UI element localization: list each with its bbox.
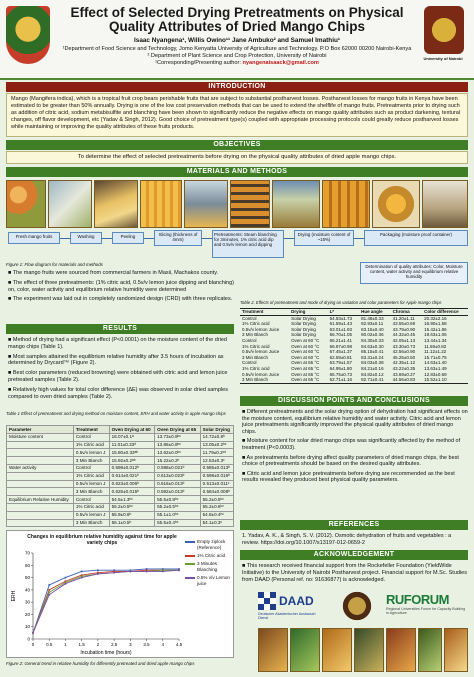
table2-header: Drying: [289, 309, 327, 316]
results-heading: RESULTS: [6, 324, 234, 334]
flow-arrow: [354, 238, 364, 239]
photo-strip-6: [418, 628, 442, 672]
table1-cell: 55.2±0.5ᵇᶜ: [200, 496, 233, 504]
table1-cell: 0.598±0.021ᵇ: [155, 464, 201, 472]
table1-cell: 18.07±0.1ᵃ: [109, 433, 155, 441]
x-tick-label: 1: [64, 642, 67, 647]
title-line-1: Effect of Selected Drying Pretreatments on Physical: [70, 5, 404, 20]
table2-cell: 15.42±1.86: [424, 326, 447, 332]
table1-cell: 0.5v/v lemon J: [73, 449, 109, 457]
table1-cell: 13.62±0.0ᵇᶜ: [155, 449, 201, 457]
table2-cell: Oven at 60 °C: [291, 343, 320, 349]
legend-label: Empty ziplock (Reference): [197, 539, 226, 550]
y-tick-label: 20: [24, 611, 30, 617]
photo-solar-dryer: [272, 180, 320, 228]
ruforum-wordmark: RUFORUM: [386, 592, 449, 607]
reference-item: 1. Yadav, A. K., & Singh, S. V. (2012). Osmotic dehydration of fruits and vegetables : a review. https://doi.org/10.1007/s13197-012-0659-2: [242, 533, 452, 546]
photo-strip-7: [444, 628, 468, 672]
y-tick-label: 0: [27, 636, 30, 642]
table2-cell: 84.63±0.30: [361, 343, 384, 349]
table2-cell: 61.59±1.43: [329, 321, 353, 327]
table1-cell: 55.1±1.0ᵇᶜ: [155, 511, 201, 519]
flow-arrow: [202, 238, 212, 239]
legend-swatch: [185, 563, 195, 565]
table2-cell: 41.20±1.11: [392, 315, 415, 321]
table2-header: Treatment: [240, 309, 289, 316]
series-point-3: [146, 570, 148, 572]
table2-cell: 15.71±0.75: [424, 354, 447, 360]
results-bullets: [8, 337, 234, 403]
series-point-3: [97, 573, 99, 575]
chart-legend: [185, 539, 233, 589]
methods-bullets: [8, 270, 234, 306]
table1-cell: 0.584±0.008ᵇ: [200, 488, 233, 496]
table1-cell: 15.22±0.2ᵇ: [155, 457, 201, 465]
table1-cell: [7, 441, 74, 449]
legend-swatch: [185, 555, 195, 557]
legend-entry: [185, 553, 233, 559]
table2-cell: 44.32±0.45: [392, 332, 416, 338]
table2-cell: 63.79±1.57: [329, 360, 353, 366]
table2-header: Chroma: [391, 309, 423, 316]
table2-cell: Oven at 65 °C: [291, 360, 320, 366]
y-axis-label: ERH: [11, 590, 17, 602]
discussion-heading: DISCUSSION POINTS AND CONCLUSIONS: [240, 396, 468, 406]
table2-cell: Oven at 60 °C: [291, 349, 320, 355]
table1-cell: 0.626±0.015ᵇ: [109, 488, 155, 496]
x-axis-label: Incubation time (hours): [80, 650, 132, 656]
x-tick-label: 2: [96, 642, 100, 647]
table1-row: [7, 433, 234, 441]
table2-cell: 0.5v/v lemon Juice: [242, 371, 280, 377]
table2-cell: 84.30±0.33: [361, 337, 384, 343]
table1-cell: 0.614±0.021ᵇ: [109, 472, 155, 480]
table1-cell: 0.623±0.006ᵇ: [109, 480, 155, 488]
table2-cell: 84.82±0.12: [361, 371, 384, 377]
table1-cell: 0.613±0.023ᵇ: [155, 472, 201, 480]
legend-entry: [185, 561, 233, 573]
table1-cell: Equilibrium Relative Humidity: [7, 496, 74, 504]
photo-dried-chips: [322, 180, 370, 228]
table1-cell: 11.79±0.2ᶜᵈ: [200, 449, 233, 457]
corresponding-label: ¹Corresponding/Presenting author:: [155, 60, 243, 66]
acknowledgement-heading: ACKNOWLEDGEMENT: [240, 550, 468, 560]
table2-cell: 65.75±0.73: [329, 371, 353, 377]
legend-label: 0.5% v/v Lemon juice: [197, 575, 230, 586]
table2-cell: 84.03±0.38: [361, 360, 384, 366]
table2-cell: 83.31±0.24: [361, 354, 384, 360]
table2-cell: 1% Citric acid: [242, 365, 270, 371]
table1-cell: 0.598±0.016ᵇ: [200, 472, 233, 480]
table2-cell: 3 Min Blanch: [242, 354, 269, 360]
jkuat-logo: [6, 6, 50, 64]
table2-cell: Solar Drying: [291, 332, 316, 338]
photo-strip-1: [258, 628, 288, 672]
table1-cell: 1% Citric acid: [73, 472, 109, 480]
table2-cell: 43.30±0.73: [392, 343, 416, 349]
table2-cell: Solar Drying: [291, 315, 316, 321]
flow-step-fresh-mango: Fresh mango fruits: [8, 232, 60, 244]
table1-cell: [7, 519, 74, 527]
y-tick-label: 60: [24, 562, 30, 568]
table2-row: [240, 377, 468, 383]
table2-cell: 1% Citric acid: [242, 343, 270, 349]
flow-step-packaging: Packaging (moisture proof container): [364, 230, 468, 246]
series-line-1: [33, 570, 179, 633]
table1-cell: 55.5±0.4ᵇᶜ: [155, 519, 201, 527]
photo-peeling: [94, 180, 138, 228]
table2-cell: 80.02±0.36: [361, 332, 384, 338]
table2-cell: 13.63±1.49: [424, 365, 447, 371]
methods-bullet: ■ The mango fruits were sourced from commercial farmers in Masii, Machakos county.: [8, 270, 219, 276]
table2-cell: Oven at 65 °C: [291, 371, 320, 377]
table1-cell: 54.5±1.3ᵇᶜ: [109, 496, 155, 504]
flow-arrow: [284, 238, 294, 239]
table2-cell: Oven at 60 °C: [291, 354, 320, 360]
table2-cell: 3 Min Blanch: [240, 377, 289, 383]
table2-cell: 82.93±0.11: [361, 321, 384, 327]
table2-cell: 43.79±0.90: [392, 326, 416, 332]
table2-header-row: [240, 309, 468, 316]
chart-title: Changes in equilibrium relative humidity against time for apple variety chips: [27, 534, 177, 546]
table1-cell: 0.513±0.011ᶜ: [200, 480, 233, 488]
table1-cell: 3 Min Blanch: [73, 457, 109, 465]
flow-step-slicing: Slicing (thickness of 4mm): [154, 230, 202, 246]
table2-cell: Control: [242, 337, 257, 343]
university-of-nairobi-logo: [424, 6, 464, 54]
table2-cell: 43.55±0.69: [392, 321, 416, 327]
table1-cell: 0.598±0.012ᵇ: [109, 464, 155, 472]
table1-cell: 0.5v/v lemon J: [73, 511, 109, 519]
methods-bullet: ■ The effect of three pretreatments: (1% citric acid, 0.5v/v lemon juice dipping and blanching) on, color, water activity and equilibrium relative humidity were determined: [8, 279, 235, 293]
table1-header: Oven Drying at 65: [155, 426, 201, 434]
table2-cell: 13.44±1.34: [424, 337, 447, 343]
series-point-1: [48, 589, 50, 591]
results-bullet: ■ Relatively high values for total color difference (ΔE) was observed in solar dried samples compared to oven dried samples (Table 2).: [8, 386, 228, 400]
table1-cell: 15.80±0.33ᵃᵇ: [109, 449, 155, 457]
table1-cell: Control: [73, 433, 109, 441]
table1-row: [7, 464, 234, 472]
series-point-3: [64, 583, 66, 585]
table2-cell: 82.71±0.41: [359, 377, 391, 383]
legend-label: 1% Citric acid: [197, 553, 226, 558]
series-point-3: [32, 632, 34, 634]
table2: [240, 308, 468, 384]
table2-cell: 62.71±1.16: [328, 377, 360, 383]
table2-cell: 63.01±1.93: [329, 326, 353, 332]
table2-cell: 43.22±0.35: [392, 365, 416, 371]
table2-cell: 11.12±1.22: [424, 349, 447, 355]
table2-cell: 54.93±1.73: [329, 315, 353, 321]
x-tick-label: 2.5: [110, 642, 118, 647]
legend-label: 3 Minutes Blanching: [197, 561, 218, 572]
series-point-0: [81, 570, 83, 572]
table2-cell: 12.83±0.69: [424, 371, 447, 377]
photo-lab-analysis: [422, 180, 468, 228]
table1: [6, 425, 234, 527]
table1-cell: 13.05±0.2ᵇᶜ: [200, 441, 233, 449]
table1-cell: Water activity: [7, 464, 74, 472]
table2-cell: 43.69±0.27: [392, 371, 416, 377]
flow-arrow: [102, 238, 112, 239]
series-point-3: [129, 570, 131, 572]
table2-cell: 62.59±0.81: [329, 354, 353, 360]
flow-determination: Determination of quality attributes: Color, Moisture content, water activity and equilibrium relative humidity: [360, 262, 468, 284]
discussion-bullet: ■ Citric acid and lemon juice pretreatments before drying are recommended as the best results revealed they produced best physical quality parameters.: [242, 470, 455, 484]
table1-cell: 0.585±0.013ᵇ: [200, 464, 233, 472]
table1-cell: Moisture content: [7, 433, 74, 441]
table2-cell: 64.95±1.80: [329, 365, 353, 371]
table1-cell: 55.2±0.6ᵇᶜ: [200, 503, 233, 511]
daad-wordmark: DAAD: [279, 594, 314, 608]
results-bullet: ■ Best color parameters (reduced browning) were obtained with citric acid and lemon juice pretreated samples (Table 2).: [8, 370, 228, 383]
table2-cell: Solar Drying: [291, 326, 316, 332]
table1-cell: 1% Citric acid: [73, 503, 109, 511]
figure1-caption: Figure 1: Flow diagram for materials and methods: [6, 262, 103, 267]
table2-cell: Oven at 60 °C: [291, 337, 320, 343]
daad-subtitle: Deutscher Akademischer Austausch Dienst: [258, 612, 316, 620]
discussion-bullet: ■ Different pretreatments and the solar drying option of dehydration had significant effects on the moisture content, equilibrium relative humidity and water activity. Citric acid and lemon juice pretreatments significantly improved the physical quality attributes of dried mango chips.: [242, 409, 468, 435]
affiliations: [58, 46, 416, 67]
table2-cell: Control: [242, 360, 257, 366]
table2-cell: 66.97±0.98: [329, 343, 353, 349]
photo-packaged-chips: [372, 180, 420, 228]
table1-cell: 3 Min Blanch: [73, 519, 109, 527]
table2-cell: 85.15±0.41: [361, 349, 384, 355]
table1-row: [7, 488, 234, 496]
table1-cell: 0.592±0.013ᵇ: [155, 488, 201, 496]
table1-caption: Table 1 Effect of pretreatment and drying method on moisture content, ERH and water activity in apple mango chips: [6, 411, 226, 416]
poster-title: [58, 6, 416, 34]
table1-cell: 11.01±0.33ᵈ: [109, 441, 155, 449]
table1-cell: 3 Min Blanch: [73, 488, 109, 496]
x-tick-label: 3.5: [143, 642, 150, 647]
table2-cell: Oven at 65 °C: [291, 365, 320, 371]
authors: Isaac Nyangena¹, Willis Owino¹¹ Jane Ambuko² and Samuel Imathiu¹: [133, 37, 341, 44]
y-tick-label: 40: [24, 587, 30, 593]
table2-cell: 42.35±1.12: [392, 360, 416, 366]
series-point-3: [178, 569, 180, 571]
table1-row: [7, 503, 234, 511]
series-point-0: [97, 569, 99, 571]
photo-strip-2: [290, 628, 320, 672]
table2-caption: Table 2. Effects of pretreatment and mode of drying on variation and color parameters for Apple mango chips: [240, 300, 442, 305]
flow-step-pretreatments: Pretreatments: Steam blanching for 3minutes, 1% citric acid dip and 0.5v/v lemon acid dipping: [212, 230, 284, 258]
table1-cell: 0.5v/v lemon J: [73, 480, 109, 488]
x-tick-label: 0.5: [46, 642, 53, 647]
photo-oven-drying: [230, 180, 270, 228]
table1-cell: 55.2±0.5ᵇᶜ: [109, 503, 155, 511]
affiliation-1: ¹Department of Food Science and Technology, Jomo Kenyatta University of Agriculture and Technology. P.O Box 62000 00200 Nairobi-Kenya: [62, 46, 412, 52]
legend-swatch: [185, 541, 195, 543]
author-email[interactable]: nyangenaisaack@gmail.com: [242, 60, 319, 66]
table1-cell: [7, 480, 74, 488]
series-point-0: [48, 584, 50, 586]
flow-step-washing: Washing: [70, 232, 102, 244]
x-tick-label: 3: [129, 642, 132, 647]
photo-fresh-mangoes: [6, 180, 46, 228]
flow-step-drying: Drying (moisture content of ~15%): [294, 230, 354, 246]
table1-cell: Control: [73, 496, 109, 504]
flow-step-peeling: Peeling: [112, 232, 144, 244]
photo-strip-4: [354, 628, 384, 672]
table2-cell: Oven at 65 °C: [289, 377, 327, 383]
table2-cell: 84.21±0.16: [361, 365, 384, 371]
table1-cell: Control: [73, 464, 109, 472]
acknowledgement-text: ■ This research received financial support from the Rockefeller Foundation (YieldWide Initiative) to the University of Nairobi Postharvest project. Financial support for M.Sc. Studies from DAAD (Personal ref. no: 91636877) is acknowledged.: [242, 563, 467, 583]
ruforum-subtitle: Regional Universities Forum for Capacity Building in Agriculture: [386, 607, 466, 615]
table1-row: [7, 441, 234, 449]
discussion-bullets: [242, 409, 468, 487]
legend-swatch: [185, 577, 195, 579]
daad-mark-icon: [258, 592, 276, 610]
table2-cell: 0.5v/v lemon Juice: [242, 349, 280, 355]
x-tick-label: 4.5: [175, 642, 183, 647]
references-heading: REFERENCES: [240, 520, 468, 530]
introduction-text: Mango (Mangifera indica), which is a tropical fruit crop bears perishable fruits that are subject to substantial postharvest losses. Postharvest losses for mango fruits in Kenya have been estimated to be greater than 50% annually. Drying is one of the low cost preservation methods that can be used to extend the shelflife of mango fruits. Pretreatments prior to drying such as addition of citric acid, sodium metabisulfite and blanching have been shown to significantly reduce the negative effects on mango quality attributes such as product darkening, textural changes, off flavor development, etc (Yadav & Singh, 2012). Good choice of pretreatment type(s) coupled with appropriate processing protocols could greatly reduce postharvest losses while maintaining or improving the quality attributes of these fruits products.: [6, 93, 468, 137]
y-tick-label: 50: [24, 575, 30, 581]
table2-cell: 16.90±1.58: [424, 321, 447, 327]
series-line-2: [33, 570, 179, 633]
table1-cell: [7, 503, 74, 511]
table1-row: [7, 472, 234, 480]
discussion-bullet: ■ As pretreatments before drying affect quality parameters of dried mango chips, the best choice of pretreatments should be based on the desired quality attributes.: [242, 454, 459, 468]
photo-strip-5: [386, 628, 416, 672]
table1-cell: [7, 457, 74, 465]
table1-cell: 54.8±0.4ᵇᶜ: [200, 511, 233, 519]
table2-header: Hue angle: [359, 309, 391, 316]
materials-heading: MATERIALS AND METHODS: [6, 167, 468, 177]
discussion-bullet: ■ Moisture content for solar dried mango chips was significantly affected by the method of treatment (P<0.0003).: [242, 438, 461, 451]
table1-row: [7, 496, 234, 504]
table1-cell: 12.53±0.3ᶜ: [200, 457, 233, 465]
table1-row: [7, 519, 234, 527]
legend-entry: [185, 539, 233, 551]
affiliation-2: ² Department of Plant Science and Crop Protection, University of Nairobi: [147, 53, 327, 59]
table2-cell: 0.5v/v lemon Juice: [242, 326, 280, 332]
table2-cell: 56.70±1.05: [329, 332, 353, 338]
table2-header: L*: [328, 309, 360, 316]
table1-cell: 15.92±0.2ᵃᵇ: [109, 457, 155, 465]
table2-cell: 81.48±0.33: [361, 315, 384, 321]
photo-strip-3: [322, 628, 352, 672]
table1-cell: [7, 488, 74, 496]
table1-cell: [7, 449, 74, 457]
series-point-3: [113, 572, 115, 574]
figure2-caption: Figure 2: General trend in relative humidity for differently pretreated and dried apple mango chips: [6, 661, 195, 666]
series-point-3: [162, 570, 164, 572]
introduction-heading: INTRODUCTION: [6, 82, 468, 92]
table1-header: Oven Drying at 60: [109, 426, 155, 434]
y-tick-label: 30: [24, 599, 30, 605]
x-tick-label: 0: [31, 642, 35, 647]
y-tick-label: 70: [24, 550, 30, 556]
table1-header-row: [7, 426, 234, 434]
table2-cell: 83.15±0.40: [361, 326, 384, 332]
table2-cell: 1% Citric acid: [242, 321, 270, 327]
results-bullet: ■ Most samples attained the equilibrium relative humidity after 3.5 hours of incubation as determined by Drycard™ (Figure 2).: [8, 353, 224, 367]
series-point-3: [81, 577, 83, 579]
table2-cell: 42.56±0.90: [392, 349, 416, 355]
objectives-text: To determine the effect of selected pretreatments before drying on the physical quality attributes of dried apple mango chips.: [6, 151, 468, 164]
table1-cell: 56.1±0.5ᵇ: [109, 519, 155, 527]
right-logo-caption: University of Nairobi: [423, 56, 463, 61]
x-tick-label: 1.5: [78, 642, 85, 647]
table1-cell: [7, 511, 74, 519]
table2-cell: 42.05±1.13: [392, 337, 416, 343]
flow-arrow: [60, 238, 70, 239]
x-tick-label: 4: [161, 642, 165, 647]
partner-emblem-logo: [334, 588, 380, 624]
table1-cell: 55.2±0.5ᵇᶜ: [155, 503, 201, 511]
table2-cell: 11.69±0.82: [424, 343, 447, 349]
series-line-0: [33, 569, 179, 633]
table1-cell: [7, 472, 74, 480]
table1-cell: 55.5±0.8ᵇᶜ: [155, 496, 201, 504]
table1-row: [7, 511, 234, 519]
table2-cell: 3 Min Blanch: [242, 332, 269, 338]
legend-entry: [185, 575, 233, 587]
ruforum-logo: [386, 592, 468, 626]
corresponding-author: [58, 60, 416, 67]
table1-cell: 1% Citric acid: [73, 441, 109, 449]
series-point-0: [64, 577, 66, 579]
table1-cell: 54.1±0.3ᶜ: [200, 519, 233, 527]
photo-slicing: [140, 180, 182, 228]
results-bullet: ■ Method of drying had a significant effect (P<0.0001) on the moisture content of the dried mango chips (Table 1).: [8, 337, 227, 350]
table2-cell: 19.63±1.06: [424, 332, 447, 338]
table2-cell: 20.32±2.16: [424, 315, 447, 321]
table1-row: [7, 480, 234, 488]
table1-header: Solar Drying: [200, 426, 233, 434]
table1-header: Parameter: [7, 426, 74, 434]
table1-cell: 55.9±0.6ᵇ: [109, 511, 155, 519]
table1-row: [7, 449, 234, 457]
table2-cell: 65.21±1.41: [329, 337, 353, 343]
table1-row: [7, 457, 234, 465]
y-tick-label: 10: [24, 624, 30, 630]
table1-cell: 14.72±0.8ᵇ: [200, 433, 233, 441]
title-line-2: Quality Attributes of Dried Mango Chips: [108, 19, 365, 34]
table1-header: Treatment: [73, 426, 109, 434]
table2-cell: Solar Drying: [291, 321, 316, 327]
table1-cell: 0.616±0.013ᵇ: [155, 480, 201, 488]
table1-cell: 13.86±0.8ᵇᶜ: [155, 441, 201, 449]
series-point-2: [48, 591, 50, 593]
table2-cell: Control: [242, 315, 257, 321]
objectives-heading: OBJECTIVES: [6, 140, 468, 150]
table2-header: Color difference: [422, 309, 468, 316]
methods-bullet: ■ The experiment was laid out in completely randomized design (CRD) with three replicates.: [8, 296, 233, 303]
poster-header: [0, 0, 474, 80]
table2-cell: 45.25±0.50: [392, 354, 416, 360]
series-line-3: [33, 570, 179, 633]
erh-chart: [6, 530, 234, 658]
table1-cell: 13.73±0.9ᵇᶜ: [155, 433, 201, 441]
series-point-3: [48, 594, 50, 596]
daad-logo: [258, 592, 324, 622]
table2-cell: 67.45±1.37: [329, 349, 353, 355]
photo-washing: [48, 180, 92, 228]
photo-pretreatment: [184, 180, 228, 228]
table2-cell: 15.52±1.10: [422, 377, 468, 383]
table2-cell: 14.63±1.40: [424, 360, 447, 366]
table2-cell: 44.56±0.83: [391, 377, 423, 383]
flow-arrow: [144, 238, 154, 239]
